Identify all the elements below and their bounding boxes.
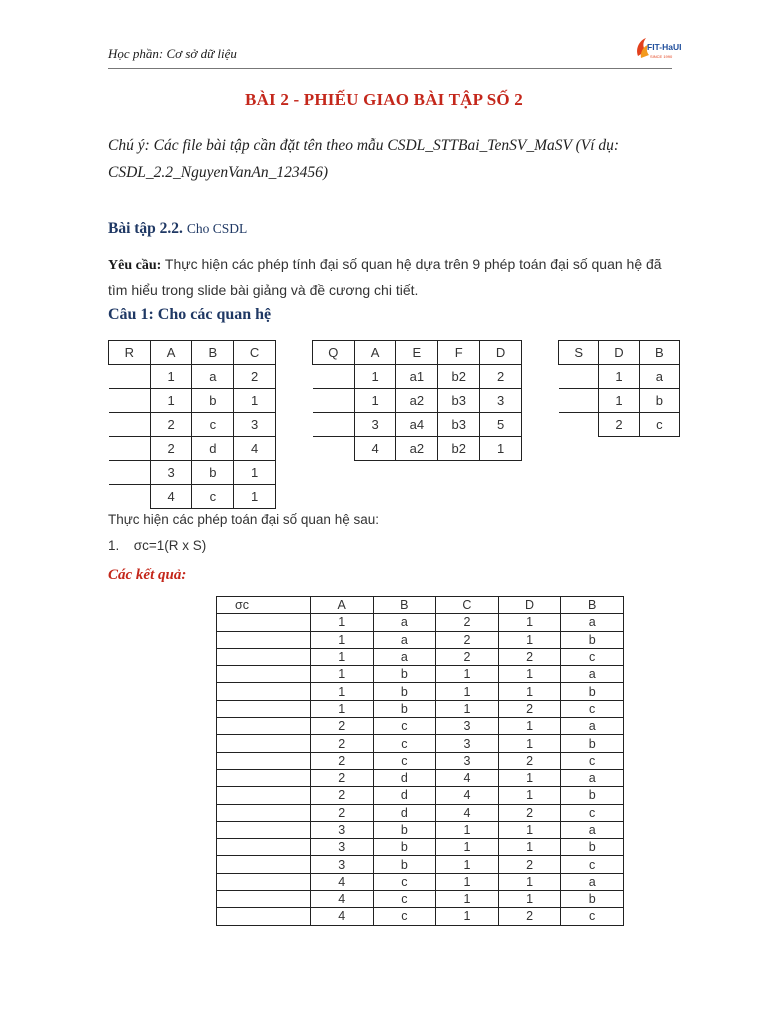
column-header: A [150, 341, 192, 365]
table-cell: 4 [234, 437, 276, 461]
table-cell: 1 [498, 683, 561, 700]
table-cell: 1 [436, 839, 499, 856]
table-cell: c [373, 873, 436, 890]
table-cell: 1 [436, 856, 499, 873]
table-cell: 2 [498, 804, 561, 821]
table-row [217, 683, 624, 700]
empty-cell [217, 804, 311, 821]
table-row [313, 413, 522, 437]
table-cell: 1 [150, 365, 192, 389]
table-cell: 4 [150, 485, 192, 509]
empty-cell [313, 413, 355, 437]
table-cell: a [561, 718, 624, 735]
table-cell: b [192, 389, 234, 413]
logo-subtext: SINCE 1990 [650, 54, 673, 59]
table-cell: 1 [498, 839, 561, 856]
column-header: A [310, 597, 373, 614]
table-cell: 2 [234, 365, 276, 389]
table-cell: c [561, 804, 624, 821]
table-cell: d [192, 437, 234, 461]
table-cell: 4 [436, 769, 499, 786]
table-cell: b [373, 821, 436, 838]
table-cell: 1 [599, 389, 639, 413]
table-cell: 1 [498, 891, 561, 908]
table-cell: 2 [310, 752, 373, 769]
table-cell: a [373, 614, 436, 631]
empty-cell [313, 365, 355, 389]
table-cell: 4 [310, 908, 373, 925]
logo-text: FIT-HaUI [647, 42, 682, 52]
table-cell: 3 [436, 718, 499, 735]
table-row [559, 413, 680, 437]
table-cell: 3 [354, 413, 396, 437]
table-cell: a [561, 821, 624, 838]
table-cell: 1 [310, 614, 373, 631]
empty-cell [217, 648, 311, 665]
empty-cell [217, 735, 311, 752]
table-row [109, 485, 276, 509]
table-cell: 1 [498, 787, 561, 804]
empty-cell [217, 856, 311, 873]
table-cell: c [561, 856, 624, 873]
empty-cell [313, 389, 355, 413]
table-row [313, 437, 522, 461]
table-row [109, 389, 276, 413]
empty-cell [109, 485, 151, 509]
table-cell: 2 [498, 856, 561, 873]
table-cell: b [373, 839, 436, 856]
table-cell: 2 [498, 648, 561, 665]
column-header: B [192, 341, 234, 365]
column-header: C [436, 597, 499, 614]
requirement-text: Thực hiện các phép tính đại số quan hệ dựa trên 9 phép toán đại số quan hệ đã tìm hiểu trong slide bài giảng và đề cương chi tiết. [108, 256, 662, 298]
table-cell: a2 [396, 437, 438, 461]
table-cell: b2 [438, 437, 480, 461]
table-cell: b [373, 666, 436, 683]
empty-cell [217, 631, 311, 648]
table-cell: c [192, 413, 234, 437]
table-row [217, 821, 624, 838]
table-cell: c [373, 718, 436, 735]
table-cell: 4 [436, 787, 499, 804]
table-header-row [559, 341, 680, 365]
empty-cell [559, 365, 599, 389]
table-cell: 1 [436, 683, 499, 700]
empty-cell [217, 718, 311, 735]
result-table [216, 596, 624, 926]
table-cell: 4 [310, 891, 373, 908]
table-row [217, 752, 624, 769]
table-cell: 1 [436, 821, 499, 838]
table-cell: c [373, 735, 436, 752]
table-header-row [109, 341, 276, 365]
empty-cell [217, 839, 311, 856]
table-row [217, 769, 624, 786]
empty-cell [217, 873, 311, 890]
header-divider [108, 68, 672, 69]
table-cell: 1 [498, 718, 561, 735]
table-row [313, 365, 522, 389]
table-cell: 2 [310, 735, 373, 752]
empty-cell [109, 365, 151, 389]
operation-item-1 [108, 538, 206, 553]
column-header: B [561, 597, 624, 614]
table-cell: d [373, 804, 436, 821]
table-row [217, 908, 624, 925]
table-cell: 1 [310, 666, 373, 683]
table-cell: 2 [436, 614, 499, 631]
table-cell: c [639, 413, 679, 437]
table-cell: a [373, 631, 436, 648]
result-table-body [217, 597, 624, 926]
table-cell: 4 [354, 437, 396, 461]
table-cell: a [192, 365, 234, 389]
table-row [217, 700, 624, 717]
table-cell: 1 [436, 700, 499, 717]
requirement-paragraph [108, 252, 678, 302]
table-cell: 1 [310, 683, 373, 700]
table-header-row [217, 597, 624, 614]
relation-r-table [108, 340, 276, 509]
table-cell: a [561, 666, 624, 683]
relation-name: Q [313, 341, 355, 365]
table-cell: 1 [498, 821, 561, 838]
table-cell: 2 [150, 437, 192, 461]
requirement-label: Yêu cầu: [108, 258, 162, 273]
empty-cell [217, 752, 311, 769]
table-cell: 3 [234, 413, 276, 437]
table-cell: b [561, 735, 624, 752]
empty-cell [217, 769, 311, 786]
table-cell: 2 [150, 413, 192, 437]
table-cell: 2 [310, 804, 373, 821]
table-cell: a [561, 769, 624, 786]
exercise-heading [108, 220, 247, 238]
table-row [217, 891, 624, 908]
table-row [109, 365, 276, 389]
table-cell: 1 [234, 389, 276, 413]
exercise-label: Bài tập 2.2. [108, 220, 183, 237]
course-header: Học phần: Cơ sở dữ liệu [108, 46, 237, 61]
table-cell: b3 [438, 413, 480, 437]
note-text: Chú ý: Các file bài tập cần đặt tên theo mẫu CSDL_STTBai_TenSV_MaSV (Ví dụ: CSDL_2.2_NguyenVanAn_123456) [108, 137, 620, 181]
table-cell: b [561, 631, 624, 648]
relation-name: R [109, 341, 151, 365]
results-heading: Các kết quả: [108, 567, 187, 583]
empty-cell [559, 413, 599, 437]
table-row [217, 735, 624, 752]
column-header: A [354, 341, 396, 365]
table-row [313, 389, 522, 413]
table-cell: 1 [436, 908, 499, 925]
empty-cell [313, 437, 355, 461]
table-cell: b [373, 856, 436, 873]
empty-cell [217, 666, 311, 683]
empty-cell [217, 683, 311, 700]
table-cell: 1 [498, 769, 561, 786]
table-row [217, 787, 624, 804]
table-cell: b [373, 683, 436, 700]
table-cell: b [561, 839, 624, 856]
empty-cell [217, 787, 311, 804]
column-header: D [498, 597, 561, 614]
table-cell: 3 [310, 821, 373, 838]
operation-number: 1. [108, 538, 120, 553]
table-row [217, 873, 624, 890]
table-cell: 5 [480, 413, 522, 437]
operations-intro: Thực hiện các phép toán đại số quan hệ sau: [108, 512, 379, 527]
table-cell: a [373, 648, 436, 665]
table-cell: 3 [150, 461, 192, 485]
table-cell: 1 [498, 666, 561, 683]
table-cell: 1 [480, 437, 522, 461]
table-cell: 1 [310, 648, 373, 665]
page-title: BÀI 2 - PHIẾU GIAO BÀI TẬP SỐ 2 [245, 90, 523, 109]
table-cell: 2 [480, 365, 522, 389]
table-cell: 3 [310, 839, 373, 856]
table-cell: 2 [310, 718, 373, 735]
table-cell: 2 [599, 413, 639, 437]
column-header: E [396, 341, 438, 365]
table-row [109, 413, 276, 437]
table-row [217, 614, 624, 631]
table-cell: b [639, 389, 679, 413]
empty-cell [217, 891, 311, 908]
relation-name: S [559, 341, 599, 365]
table-cell: 3 [480, 389, 522, 413]
table-row [217, 839, 624, 856]
table-cell: 3 [436, 752, 499, 769]
table-cell: a4 [396, 413, 438, 437]
table-cell: 1 [599, 365, 639, 389]
table-cell: b [561, 891, 624, 908]
table-cell: 2 [498, 700, 561, 717]
table-cell: 3 [436, 735, 499, 752]
table-cell: 1 [436, 666, 499, 683]
table-cell: a [639, 365, 679, 389]
table-cell: c [373, 908, 436, 925]
table-row [217, 666, 624, 683]
table-cell: 4 [436, 804, 499, 821]
empty-cell [217, 821, 311, 838]
table-row [217, 856, 624, 873]
table-cell: 1 [234, 485, 276, 509]
table-cell: c [192, 485, 234, 509]
empty-cell [217, 700, 311, 717]
table-cell: a2 [396, 389, 438, 413]
table-cell: 1 [498, 873, 561, 890]
table-cell: c [561, 908, 624, 925]
table-row [559, 365, 680, 389]
column-header: C [234, 341, 276, 365]
table-row [217, 631, 624, 648]
empty-cell [217, 614, 311, 631]
table-row [109, 461, 276, 485]
table-cell: 1 [498, 735, 561, 752]
table-cell: 3 [310, 856, 373, 873]
table-row [217, 718, 624, 735]
table-cell: b2 [438, 365, 480, 389]
table-row [217, 648, 624, 665]
table-cell: a1 [396, 365, 438, 389]
fit-haui-logo [632, 34, 682, 62]
table-cell: b [561, 787, 624, 804]
table-cell: c [561, 700, 624, 717]
relation-name: σc [217, 597, 311, 614]
table-cell: 1 [310, 631, 373, 648]
table-cell: 1 [150, 389, 192, 413]
table-row [559, 389, 680, 413]
empty-cell [109, 437, 151, 461]
table-cell: c [373, 752, 436, 769]
table-cell: 1 [498, 631, 561, 648]
table-cell: c [373, 891, 436, 908]
table-cell: b [561, 683, 624, 700]
exercise-sub: Cho CSDL [186, 221, 248, 236]
table-cell: c [561, 752, 624, 769]
table-cell: a [561, 614, 624, 631]
table-cell: b [373, 700, 436, 717]
table-cell: 2 [436, 648, 499, 665]
empty-cell [559, 389, 599, 413]
table-header-row [313, 341, 522, 365]
table-cell: 1 [354, 389, 396, 413]
table-cell: 1 [436, 891, 499, 908]
column-header: D [599, 341, 639, 365]
relation-s-table [558, 340, 680, 437]
empty-cell [109, 413, 151, 437]
table-cell: 1 [234, 461, 276, 485]
empty-cell [109, 461, 151, 485]
table-cell: 1 [310, 700, 373, 717]
column-header: D [480, 341, 522, 365]
table-cell: b [192, 461, 234, 485]
table-cell: 1 [354, 365, 396, 389]
table-cell: 2 [310, 787, 373, 804]
table-row [217, 804, 624, 821]
table-cell: b3 [438, 389, 480, 413]
operation-expression: σc=1(R x S) [133, 538, 207, 553]
table-cell: d [373, 769, 436, 786]
question-1-heading: Câu 1: Cho các quan hệ [108, 306, 272, 323]
column-header: B [373, 597, 436, 614]
table-row [109, 437, 276, 461]
relation-q-table [312, 340, 522, 461]
table-cell: 2 [310, 769, 373, 786]
empty-cell [217, 908, 311, 925]
column-header: B [639, 341, 679, 365]
table-cell: d [373, 787, 436, 804]
table-cell: c [561, 648, 624, 665]
table-cell: 2 [498, 908, 561, 925]
table-cell: a [561, 873, 624, 890]
table-cell: 4 [310, 873, 373, 890]
column-header: F [438, 341, 480, 365]
empty-cell [109, 389, 151, 413]
table-cell: 2 [498, 752, 561, 769]
table-cell: 2 [436, 631, 499, 648]
table-cell: 1 [498, 614, 561, 631]
table-cell: 1 [436, 873, 499, 890]
